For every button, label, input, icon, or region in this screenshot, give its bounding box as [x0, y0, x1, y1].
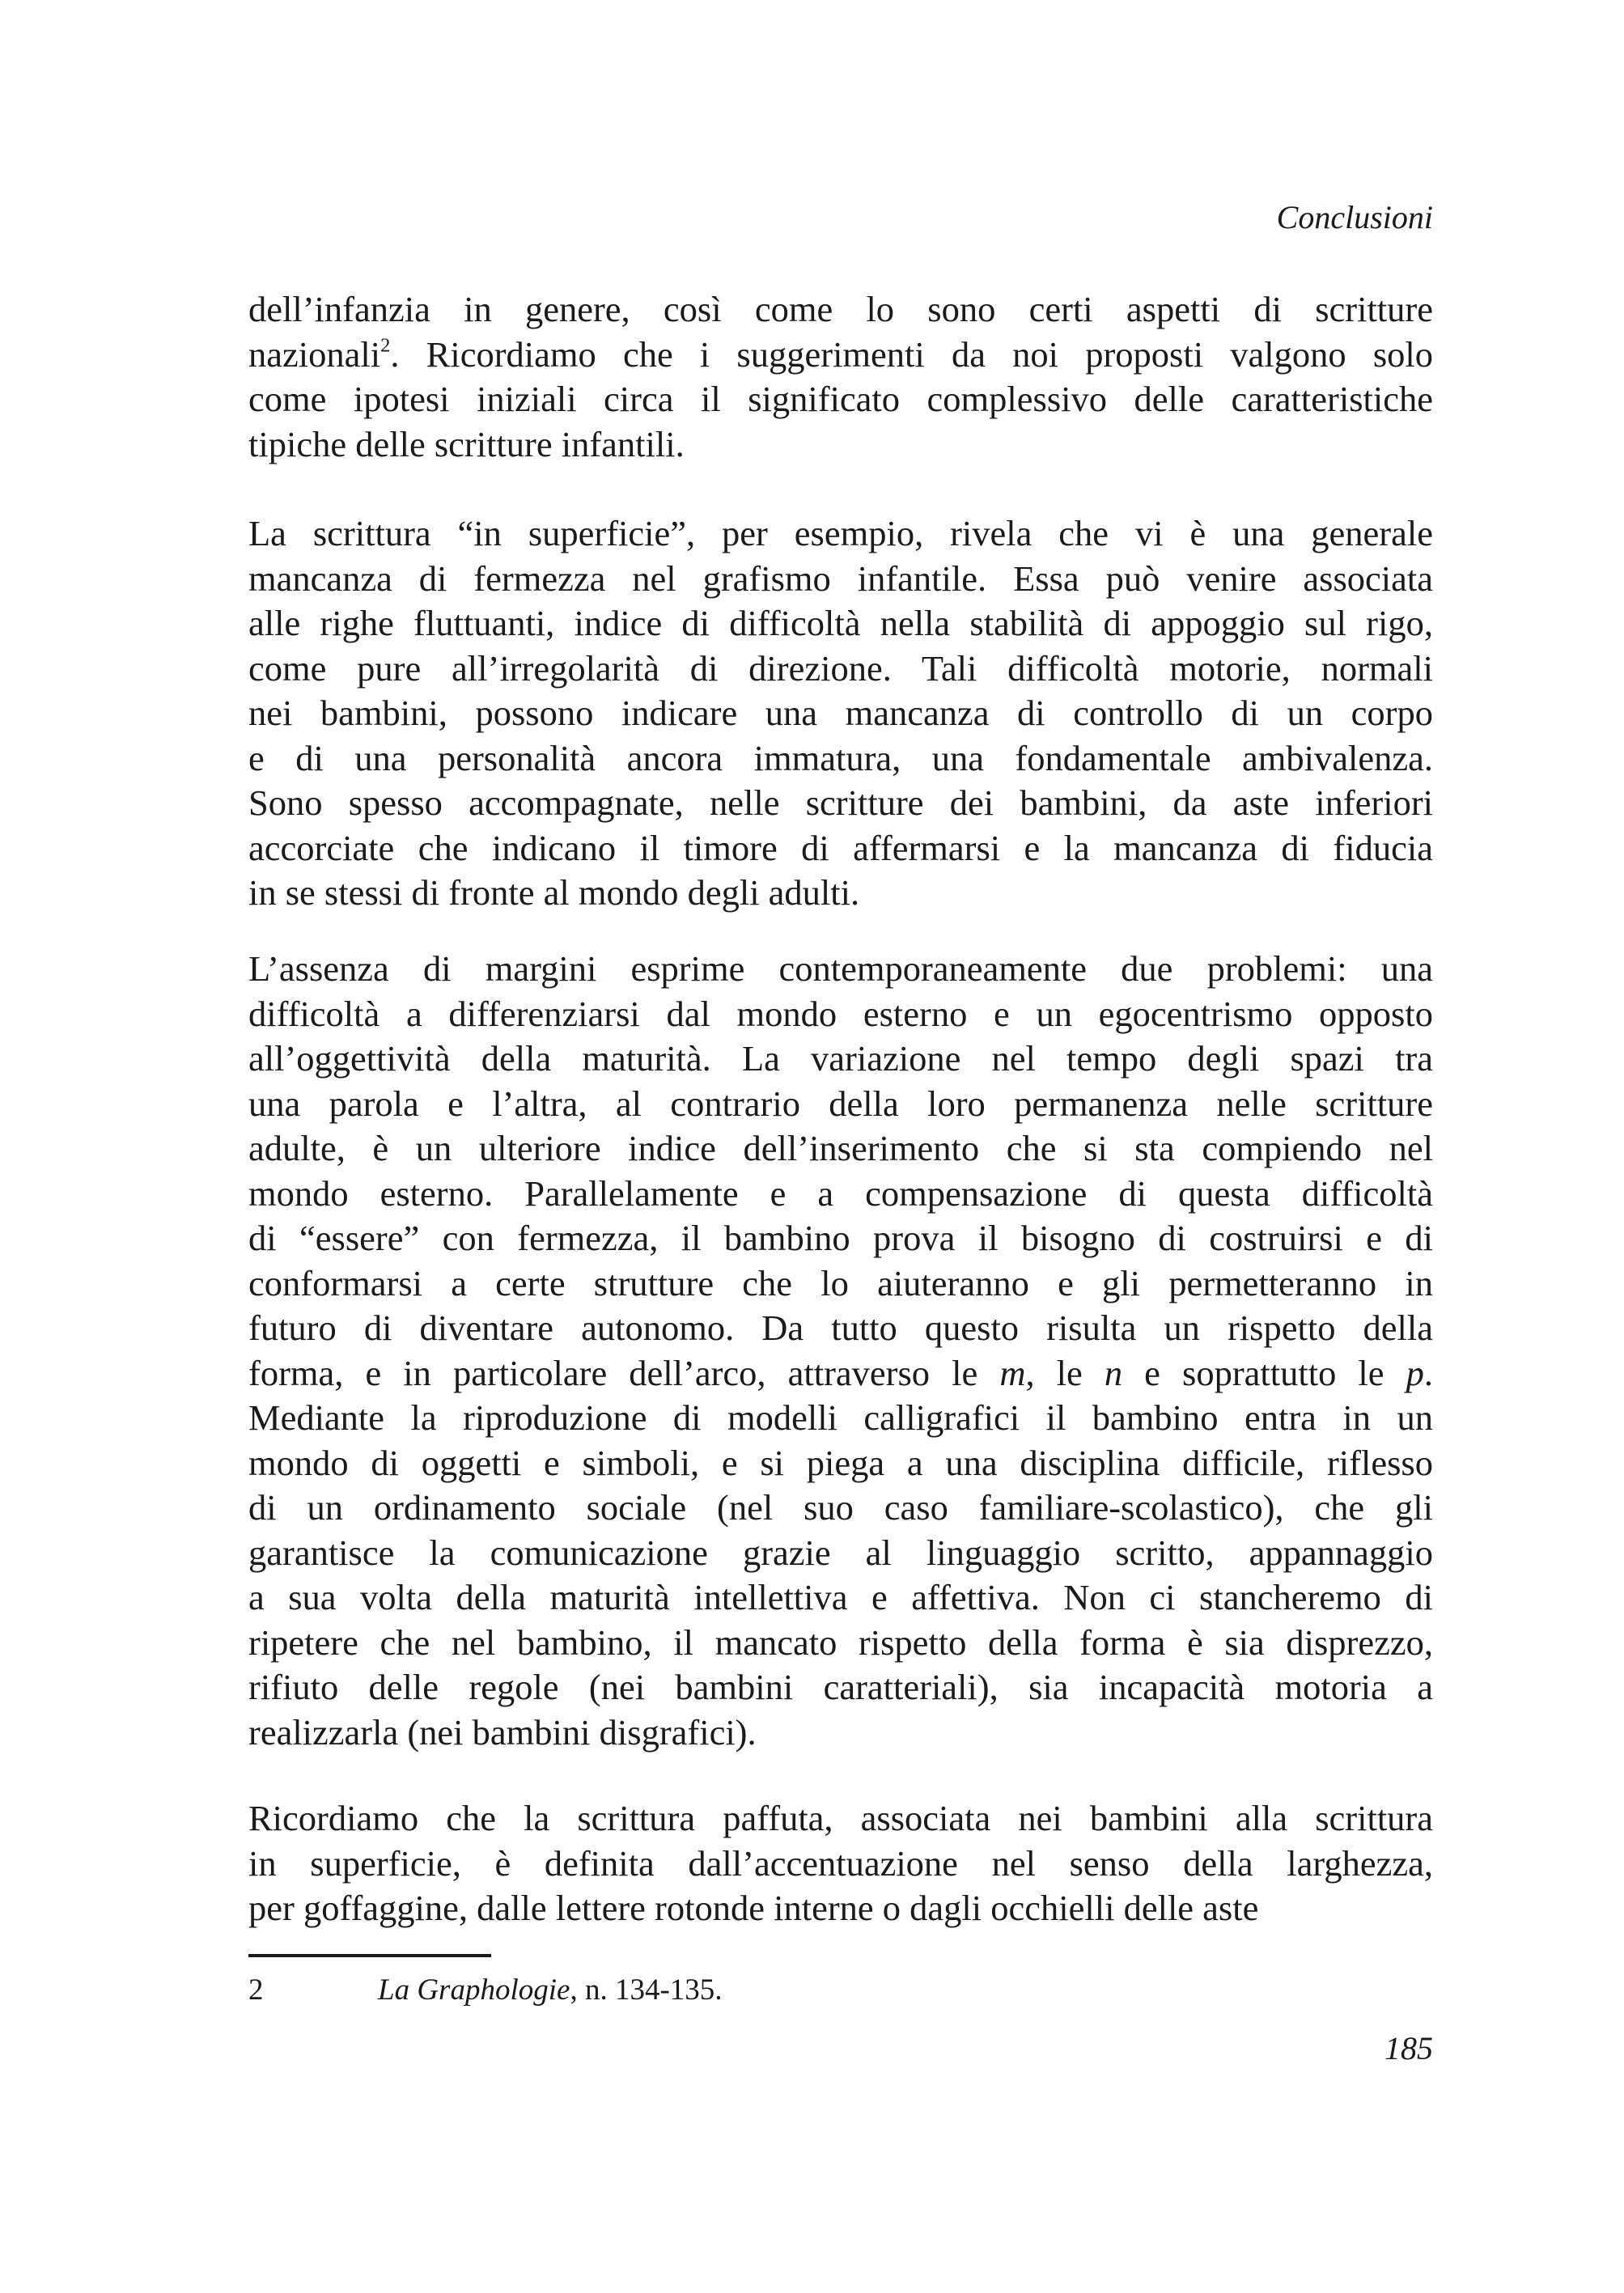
text-line: alle righe fluttuanti, indice di difficoltà nella stabilità di appoggio sul rigo,	[248, 603, 1433, 643]
text-line: futuro di diventare autonomo. Da tutto questo risulta un rispetto della	[248, 1308, 1433, 1348]
text-line: L’assenza di margini esprime contemporaneamente due problemi: una	[248, 948, 1433, 989]
text-line: Ricordiamo che la scrittura paffuta, associata nei bambini alla scrittura	[248, 1798, 1433, 1838]
footnote-number: 2	[248, 1973, 264, 2007]
text-line: tipiche delle scritture infantili.	[248, 423, 685, 464]
text-line: mondo esterno. Parallelamente e a compensazione di questa difficoltà	[248, 1172, 1433, 1214]
text-line: a sua volta della maturità intellettiva e affettiva. Non ci stancheremo di	[248, 1577, 1433, 1617]
footnote-separator	[248, 1954, 491, 1957]
text-line: come ipotesi iniziali circa il significato complessivo delle caratteristiche	[248, 379, 1433, 419]
text-line: rifiuto delle regole (nei bambini caratteriali), sia incapacità motoria a	[248, 1667, 1433, 1707]
text-line: all’oggettività della maturità. La variazione nel tempo degli spazi tra	[248, 1038, 1433, 1079]
text-line: e di una personalità ancora immatura, una fondamentale ambivalenza.	[248, 737, 1433, 778]
text-line: per goffaggine, dalle lettere rotonde interne o dagli occhielli delle aste	[248, 1888, 1259, 1928]
text-line: di un ordinamento sociale (nel suo caso familiare-scolastico), che gli	[248, 1487, 1433, 1528]
text-line: nei bambini, possono indicare una mancanza di controllo di un corpo	[248, 693, 1433, 733]
text-line: Mediante la riproduzione di modelli calligrafici il bambino entra in un	[248, 1397, 1433, 1438]
text-line: conformarsi a certe strutture che lo aiuteranno e gli permetteranno in	[248, 1262, 1433, 1303]
footnote-title: La Graphologie	[378, 1973, 570, 2007]
text-line: realizzarla (nei bambini disgrafici).	[248, 1711, 757, 1753]
text-line: garantisce la comunicazione grazie al linguaggio scritto, appannaggio	[248, 1532, 1433, 1573]
text-line: mancanza di fermezza nel grafismo infantile. Essa può venire associata	[248, 557, 1433, 599]
paragraph-1	[248, 287, 1433, 467]
text-line: ripetere che nel bambino, il mancato rispetto della forma è sia disprezzo,	[248, 1621, 1433, 1663]
page-number: 185	[1384, 2030, 1433, 2066]
italic-letter: n	[1104, 1352, 1123, 1393]
footnote-citation: , n. 134-135.	[570, 1973, 723, 2007]
paragraph-3	[248, 947, 1433, 1755]
footnote	[248, 1973, 723, 2007]
text-line: La scrittura “in superficie”, per esempio, rivela che vi è una generale	[248, 513, 1433, 553]
text-line: come pure all’irregolarità di direzione. Tali difficoltà motorie, normali	[248, 647, 1433, 689]
text-line: forma, e in particolare dell’arco, attraverso le m, le n e soprattutto le p.	[248, 1352, 1433, 1393]
text-line: difficoltà a differenziarsi dal mondo esterno e un egocentrismo opposto	[248, 993, 1433, 1034]
paragraph-2	[248, 511, 1433, 916]
italic-letter: p	[1406, 1352, 1424, 1393]
text-line: dell’infanzia in genere, così come lo sono certi aspetti di scritture	[248, 289, 1433, 329]
italic-letter: m	[999, 1352, 1026, 1393]
text-line: in superficie, è definita dall’accentuazione nel senso della larghezza,	[248, 1842, 1433, 1884]
text-line: accorciate che indicano il timore di affermarsi e la mancanza di fiducia	[248, 827, 1433, 868]
text-line: in se stessi di fronte al mondo degli adulti.	[248, 872, 860, 913]
text-line: adulte, è un ulteriore indice dell’inserimento che si sta compiendo nel	[248, 1128, 1433, 1168]
text-line: nazionali$^2$. Ricordiamo che i suggerimenti da noi proposti valgono solo	[248, 333, 1433, 375]
running-head: Conclusioni	[1276, 199, 1433, 235]
paragraph-4	[248, 1796, 1433, 1931]
text-line: mondo di oggetti e simboli, e si piega a una disciplina difficile, riflesso	[248, 1442, 1433, 1483]
footnote-reference[interactable]: 2	[380, 334, 391, 357]
text-line: Sono spesso accompagnate, nelle scritture dei bambini, da aste inferiori	[248, 782, 1433, 823]
text-line: una parola e l’altra, al contrario della loro permanenza nelle scritture	[248, 1083, 1433, 1124]
text-line: di “essere” con fermezza, il bambino prova il bisogno di costruirsi e di	[248, 1218, 1433, 1258]
